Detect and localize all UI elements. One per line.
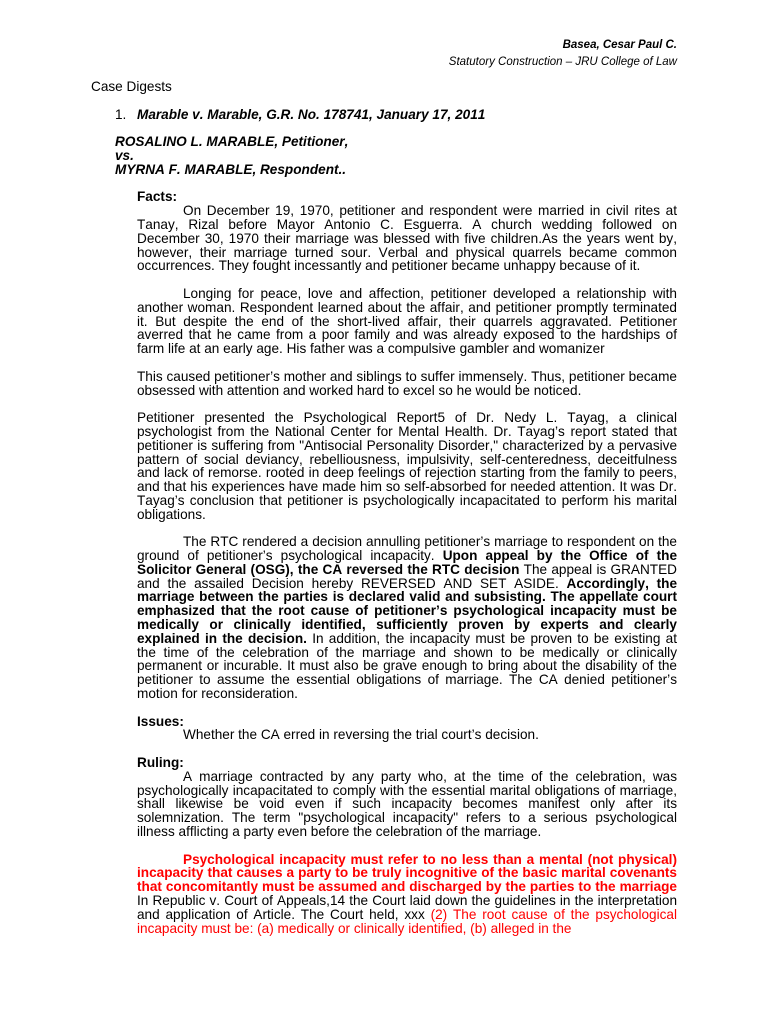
paragraph-text: The appeal is GRANTED and the assailed Decision hereby REVERSED AND SET ASIDE. — [137, 561, 677, 591]
facts-section — [137, 190, 677, 700]
page-header — [449, 37, 677, 70]
petitioner-line: ROSALINO L. MARABLE, Petitioner, — [115, 134, 349, 150]
facts-paragraph-1: On December 19, 1970, petitioner and respondent were married in civil rites at Tanay, Rizal before Mayor Antonio C. Esguerra. A church wedding followed on December 30, 1970 their marriage was blessed with five children.As the years went by, however, their marriage turned sour. Verbal and physical quarrels became common occurrences. They fought incessantly and petitioner became unhappy because of it. — [137, 203, 677, 274]
ruling-paragraph-1: A marriage contracted by any party who, at the time of the celebration, was psychologically incapacitated to comply with the essential marital obligations of marriage, shall likewise be void even if such incapacity becomes manifest only after its solemnization. The term "psychological incapacity" refers to a serious psychological illness afflicting a party even before the celebration of the marriage. — [137, 768, 677, 840]
issues-heading: Issues: — [137, 713, 184, 729]
ruling-paragraph-2 — [137, 853, 677, 936]
paragraph-text: In addition, the incapacity must be proven to be existing at the time of the celebration of the marriage and shown to be medically or clinically permanent or incurable. It must also be grave enough to bring about the disability of the petitioner to assume the essential obligations of marriage. The CA denied petitioner’s motion for reconsideration. — [137, 630, 677, 702]
facts-paragraph-4: Petitioner presented the Psychological Report5 of Dr. Nedy L. Tayag, a clinical psychologist from the National Center for Mental Health. Dr. Tayag’s report stated that petitioner is suffering from "Antisocial Personality Disorder," characterized by a pervasive pattern of social deviancy, rebelliousness, impulsivity, self-centeredness, deceitfulness and lack of remorse. rooted in deep feelings of rejection starting from the family to peers, and that his experiences have made him so self-absorbed for needed attention. It was Dr. Tayag’s conclusion that petitioner is psychologically incapacitated to perform his marital obligations. — [137, 410, 677, 522]
author-name: Basea, Cesar Paul C. — [562, 39, 677, 51]
facts-paragraph-5 — [137, 535, 677, 701]
paragraph-text: The RTC rendered a decision annulling petitioner’s marriage to respondent on the ground of petitioner’s psychological incapacity. — [137, 534, 677, 564]
respondent-line: MYRNA F. MARABLE, Respondent.. — [115, 161, 347, 177]
highlighted-emphasis-text: Psychological incapacity must refer to no less than a mental (not physical) incapacity that causes a party to be truly incognitive of the basic marital covenants that concomitantly must be assumed and discharged by the parties to the marriage — [137, 851, 677, 895]
issues-section — [137, 715, 677, 743]
issues-text: Whether the CA erred in reversing the trial court’s decision. — [183, 727, 539, 743]
case-parties — [91, 135, 677, 176]
facts-heading: Facts: — [137, 189, 178, 205]
course-name: Statutory Construction – JRU College of Law — [448, 55, 677, 68]
paragraph-text: In Republic v. Court of Appeals,14 the Court laid down the guidelines in the interpretation and application of Article. The Court held, xxx — [137, 893, 677, 922]
ruling-heading: Ruling: — [137, 755, 184, 771]
document-body — [91, 80, 677, 949]
case-title: Marable v. Marable, G.R. No. 178741, January 17, 2011 — [137, 106, 486, 122]
section-title: Case Digests — [91, 79, 172, 94]
versus-line: vs. — [115, 147, 134, 163]
emphasized-text: Accordingly, the marriage between the parties is declared valid and subsisting. The appellate court emphasized that the root cause of petitioner’s psychological incapacity must be medically or clinically identified, sufficiently proven by experts and clearly explained in the decision. — [137, 575, 678, 646]
emphasized-text: Upon appeal by the Office of the Solicitor General (OSG), the CA reversed the RTC decision — [137, 548, 678, 577]
highlighted-text: (2) The root cause of the psychological incapacity must be: (a) medically or clinically identified, (b) alleged in the — [137, 906, 677, 936]
case-heading — [91, 108, 677, 122]
facts-paragraph-2: Longing for peace, love and affection, petitioner developed a relationship with another woman. Respondent learned about the affair, and petitioner promptly terminated it. But despite the end of the short-lived affair, their quarrels aggravated. Petitioner averred that he came from a poor family and was already exposed to the hardships of farm life at an early age. His father was a compulsive gambler and womanizer — [137, 285, 677, 357]
case-number: 1. — [115, 106, 127, 122]
ruling-section — [137, 756, 677, 935]
facts-paragraph-3: This caused petitioner’s mother and siblings to suffer immensely. Thus, petitioner became obsessed with attention and worked hard to excel so he would be noticed. — [137, 368, 677, 398]
